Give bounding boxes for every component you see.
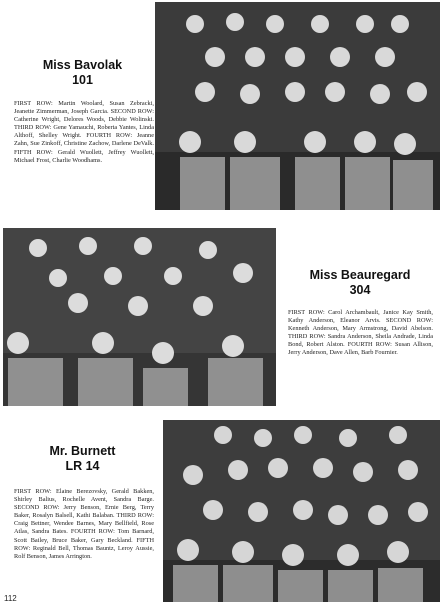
- page-number: 112: [4, 594, 17, 603]
- room-number-3: LR 14: [65, 459, 100, 473]
- caption-1: FIRST ROW: Martin Woolard, Susan Zebracki, Jeanette Zimmerman, Joseph Garcia. SECOND ROW: Catherine Wright, Delores Woods, Debbie Wolinski. THIRD ROW: Gene Yamauchi, Roberta Yantes, Linda Althoff, Shelley Wright. FOURTH ROW: Jeanne Zahn, Sue Zinkoff, Christine Zachow, Darlene DeValk. FIFTH ROW: Gerald Wuollett, Jeffrey Wuollett, Michael Frost, Charlie Woodhams.: [14, 100, 154, 164]
- class-photo-2: [3, 228, 276, 406]
- caption-3: FIRST ROW: Elaine Berezovsky, Gerald Bakken, Shirley Balius, Rochelle Avent, Sandra Barge. SECOND ROW: Jerry Benson, Ernie Berg, Terry Baker, Rosalyn Balsell, Kathi Balaban. THIRD ROW: Craig Bettner, Wendee Barnes, Mary Bellfield, Rose Atlas, Sandra Bates. FOURTH ROW: Tom Barnard, Scott Bailey, Bruce Baker, Gary Beckland. FIFTH ROW: Reginald Bell, Thomas Bauntz, Leroy Aussie, Rolf Benson, James Arrington.: [14, 488, 154, 560]
- class-photo-1: [155, 2, 440, 210]
- caption-2: FIRST ROW: Carol Archambault, Janice Kay Smith, Kathy Anderson, Eleanor Arvis. SECOND ROW: Kenneth Anderson, Mary Armstrong, David Abelson. THIRD ROW: Sandra Anderson, Sheila Andrade, Linda Bond, Robert Alston. FOURTH ROW: Susan Allison, Jerry Anderson, Dave Allen, Barb Fournier.: [288, 309, 433, 357]
- teacher-name-3: Mr. Burnett: [49, 444, 116, 458]
- room-number-2: 304: [349, 283, 371, 297]
- teacher-name-2: Miss Beauregard: [309, 268, 411, 282]
- teacher-name-1: Miss Bavolak: [42, 58, 123, 72]
- room-number-1: 101: [72, 73, 93, 87]
- class-photo-3: [163, 420, 440, 602]
